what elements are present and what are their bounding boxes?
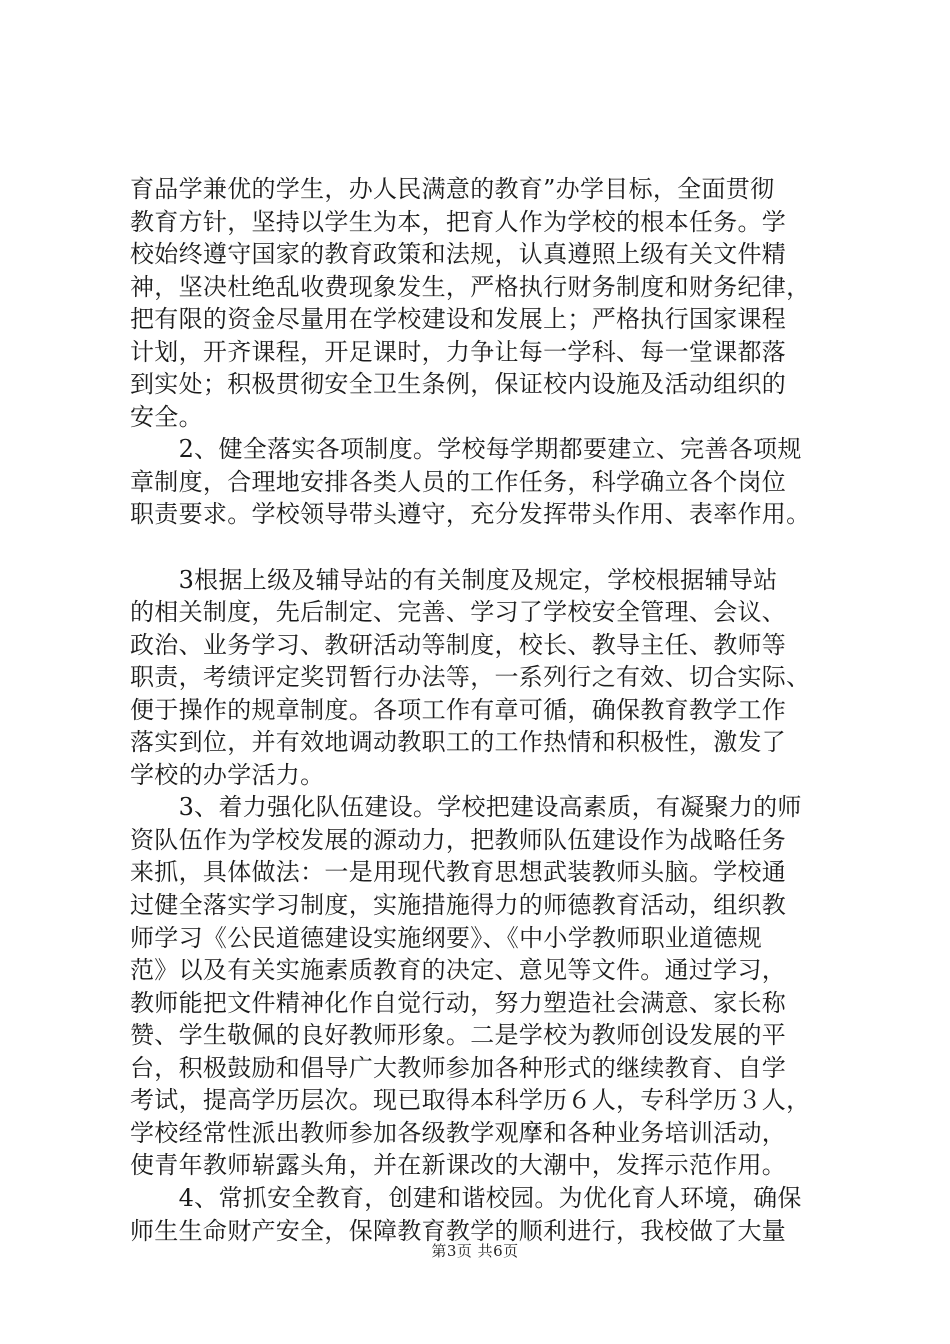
text-line: 台，积极鼓励和倡导广大教师参加各种形式的继续教育、自学 bbox=[130, 1053, 787, 1082]
text-line: 便于操作的规章制度。各项工作有章可循，确保教育教学工作 bbox=[130, 695, 787, 724]
document-body bbox=[130, 173, 835, 1247]
text-line: 章制度，合理地安排各类人员的工作任务，科学确立各个岗位 bbox=[130, 467, 787, 496]
text-line: 考试，提高学历层次。现已取得本科学历６人，专科学历３人， bbox=[130, 1086, 811, 1115]
text-line: 来抓，具体做法：一是用现代教育思想武装教师头脑。学校通 bbox=[130, 858, 787, 887]
text-line: 学校经常性派出教师参加各级教学观摩和各种业务培训活动， bbox=[130, 1118, 787, 1147]
text-line: 学校的办学活力。 bbox=[130, 760, 325, 789]
text-line: 资队伍作为学校发展的源动力，把教师队伍建设作为战略任务 bbox=[130, 825, 787, 854]
text-line: 校始终遵守国家的教育政策和法规，认真遵照上级有关文件精 bbox=[130, 240, 787, 269]
text-line: 4、常抓安全教育，创建和谐校园。为优化育人环境，确保 bbox=[130, 1183, 802, 1212]
text-line: 2、健全落实各项制度。学校每学期都要建立、完善各项规 bbox=[130, 435, 802, 464]
text-line: 把有限的资金尽量用在学校建设和发展上；严格执行国家课程 bbox=[130, 305, 787, 334]
text-line: 育品学兼优的学生，办人民满意的教育”办学目标，全面贯彻 bbox=[130, 175, 775, 203]
text-line: 教育方针，坚持以学生为本，把育人作为学校的根本任务。学 bbox=[130, 207, 787, 236]
text-line: 师学习《公民道德建设实施纲要》、《中小学教师职业道德规 bbox=[130, 923, 763, 952]
text-line: 的相关制度，先后制定、完善、学习了学校安全管理、会议、 bbox=[130, 598, 787, 627]
text-line: 3根据上级及辅导站的有关制度及规定，学校根据辅导站 bbox=[130, 565, 778, 594]
text-line: 教师能把文件精神化作自觉行动，努力塑造社会满意、家长称 bbox=[130, 988, 787, 1017]
text-line: 职责，考绩评定奖罚暂行办法等，一系列行之有效、切合实际、 bbox=[130, 663, 811, 692]
text-line: 过健全落实学习制度，实施措施得力的师德教育活动，组织教 bbox=[130, 891, 787, 920]
text-line: 使青年教师崭露头角，并在新课改的大潮中，发挥示范作用。 bbox=[130, 1151, 787, 1180]
text-line: 3、着力强化队伍建设。学校把建设高素质，有凝聚力的师 bbox=[130, 793, 802, 822]
text-line: 政治、业务学习、教研活动等制度，校长、教导主任、教师等 bbox=[130, 630, 787, 659]
text-line: 赞、学生敬佩的良好教师形象。二是学校为教师创设发展的平 bbox=[130, 1021, 787, 1050]
text-line: 范》以及有关实施素质教育的决定、意见等文件。通过学习， bbox=[130, 956, 787, 985]
page-footer bbox=[0, 1240, 950, 1261]
text-line: 落实到位，并有效地调动教职工的工作热情和积极性，激发了 bbox=[130, 728, 787, 757]
text-line: 职责要求。学校领导带头遵守，充分发挥带头作用、表率作用。 bbox=[130, 500, 811, 529]
text-line: 到实处；积极贯彻安全卫生条例，保证校内设施及活动组织的 bbox=[130, 370, 787, 399]
text-line: 安全。 bbox=[130, 402, 203, 431]
text-line: 计划，开齐课程，开足课时，力争让每一学科、每一堂课都落 bbox=[130, 337, 787, 366]
page-number-label: 第3页 共6页 bbox=[431, 1242, 519, 1260]
blank-line bbox=[130, 531, 835, 564]
text-line: 师生生命财产安全，保障教育教学的顺利进行，我校做了大量 bbox=[130, 1216, 787, 1245]
text-line: 神，坚决杜绝乱收费现象发生，严格执行财务制度和财务纪律， bbox=[130, 272, 811, 301]
